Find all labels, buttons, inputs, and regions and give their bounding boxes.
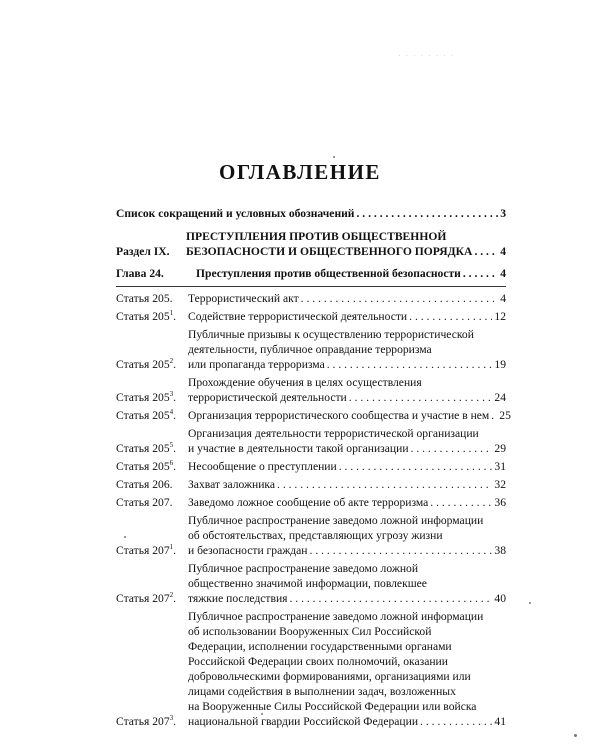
section-title-line: БЕЗОПАСНОСТИ И ОБЩЕСТВЕННОГО ПОРЯДКА (186, 245, 473, 258)
article-title-line: Публичное распространение заведомо ложной информации (188, 514, 484, 527)
toc-entry-abbreviations[interactable] (116, 206, 506, 221)
dot-leader (339, 459, 493, 474)
toc-entry-article[interactable] (116, 495, 506, 510)
dot-leader (474, 244, 498, 259)
article-number: Статья $205^3$. (116, 390, 177, 404)
toc-page-number: 12 (494, 310, 506, 323)
article-title-line: или пропаганда терроризма (188, 358, 325, 371)
chapter-label: Глава 24. (116, 267, 164, 280)
toc-page-number: 32 (494, 478, 506, 491)
article-title-line: Российской Федерации своих полномочий, оказании (188, 655, 448, 668)
article-title-line: об использовании Вооруженных Сил Российской (188, 625, 432, 638)
article-number: Статья $207^2$. (116, 591, 177, 605)
toc-page-number: 41 (494, 715, 506, 728)
toc-page-number: 29 (494, 442, 506, 455)
toc-entry-article[interactable] (116, 561, 506, 606)
article-number: Статья $205^6$. (116, 459, 177, 473)
toc-page-number: 25 (499, 409, 511, 422)
dot-leader (327, 357, 493, 372)
article-title-line: Прохождение обучения в целях осуществления (188, 376, 422, 389)
dot-leader (420, 714, 492, 729)
article-title-line: Несообщение о преступлении (188, 460, 337, 473)
article-title-line: Содействие террористической деятельности (188, 310, 408, 323)
toc-page-number: 38 (494, 544, 506, 557)
scan-speck (261, 713, 263, 715)
article-title-line: и участие в деятельности такой организации (188, 442, 409, 455)
scan-speck (574, 734, 577, 737)
scan-speck (124, 536, 126, 538)
toc-page-number: 4 (500, 292, 506, 305)
article-title-line: общественно значимой информации, повлекшее (188, 577, 427, 590)
dot-leader (301, 291, 499, 306)
dot-leader (349, 390, 493, 405)
article-title-line: об обстоятельствах, представляющих угрозу жизни (188, 529, 443, 542)
toc-entry-article[interactable] (116, 408, 511, 423)
toc-page-number: 36 (494, 496, 506, 509)
article-title-line: Федерации, исполнении государственными органами (188, 640, 452, 653)
article-number: Статья $205^5$. (116, 441, 177, 455)
faint-library-stamp: · · · · · · · · (398, 50, 455, 60)
scan-speck (333, 156, 335, 158)
article-title-line: Террористический акт (188, 292, 299, 305)
dot-leader (411, 441, 493, 456)
article-title-line: Публичное распространение заведомо ложной (188, 562, 419, 575)
scan-speck (529, 602, 531, 604)
chapter-title: Преступления против общественной безопасности (196, 267, 461, 280)
article-title-line: Организация деятельности террористической организации (188, 427, 479, 440)
article-number: Статья $207^3$. (116, 714, 177, 728)
toc-entry-article[interactable] (116, 309, 506, 324)
article-title-line: на Вооруженные Силы Российской Федерации или войска (188, 700, 477, 713)
article-number: Статья 205. (116, 292, 173, 305)
toc-entry-article[interactable] (116, 513, 506, 558)
article-number: Статья $205^4$. (116, 408, 177, 422)
toc-entry-article[interactable] (116, 327, 506, 372)
dot-leader (463, 266, 498, 281)
section-title-line: ПРЕСТУПЛЕНИЯ ПРОТИВ ОБЩЕСТВЕННОЙ (186, 230, 447, 243)
toc-entry-article[interactable] (116, 375, 506, 405)
toc-page-number: 4 (500, 245, 506, 258)
dot-leader (289, 591, 492, 606)
dot-leader (310, 543, 493, 558)
article-title-line: деятельности, публичное оправдание терроризма (188, 343, 432, 356)
toc-page-number: 31 (494, 460, 506, 473)
article-title-line: террористической деятельности (188, 391, 347, 404)
article-title-line: Организация террористического сообщества и участие в нем (188, 409, 490, 422)
article-title-line: Публичное распространение заведомо ложной информации (188, 610, 484, 623)
article-number: Статья 207. (116, 496, 173, 509)
article-number: Статья $207^1$. (116, 543, 177, 557)
toc-entry-article[interactable] (116, 609, 506, 729)
toc-page-number: 40 (494, 592, 506, 605)
article-title-line: Заведомо ложное сообщение об акте терроризма (188, 496, 429, 509)
toc-page-number: 3 (500, 207, 506, 220)
toc-page-number: 19 (494, 358, 506, 371)
toc-page-number: 24 (494, 391, 506, 404)
toc-entry-article[interactable] (116, 291, 506, 306)
divider (116, 286, 506, 287)
article-number: Статья $205^1$. (116, 309, 177, 323)
article-title-line: добровольческими формированиями, организациями или (188, 670, 471, 683)
page-title: ОГЛАВЛЕНИЕ (219, 160, 381, 184)
article-title-line: тяжкие последствия (188, 592, 288, 605)
article-title-line: и безопасности граждан (188, 544, 308, 557)
dot-leader (491, 408, 497, 423)
article-title-line: лицами содействия в выполнении задач, возложенных (188, 685, 456, 698)
table-of-contents (116, 206, 511, 729)
article-number: Статья $205^2$. (116, 357, 177, 371)
article-title-line: национальной гвардии Российской Федерации (188, 715, 419, 728)
toc-entry-article[interactable] (116, 477, 506, 492)
article-title-line: Публичные призывы к осуществлению террористической (188, 328, 474, 341)
article-list (116, 291, 511, 729)
dot-leader (357, 206, 499, 221)
toc-entry-section[interactable] (116, 229, 506, 259)
section-label: Раздел IX. (116, 245, 170, 258)
toc-entry-chapter[interactable] (116, 266, 506, 281)
dot-leader (430, 495, 492, 510)
article-number: Статья 206. (116, 478, 173, 491)
dot-leader (277, 477, 492, 492)
toc-entry-article[interactable] (116, 426, 506, 456)
toc-page-number: 4 (500, 267, 506, 280)
dot-leader (409, 309, 492, 324)
article-title-line: Захват заложника (188, 478, 276, 491)
toc-entry-text: Список сокращений и условных обозначений (116, 207, 355, 220)
toc-entry-article[interactable] (116, 459, 506, 474)
